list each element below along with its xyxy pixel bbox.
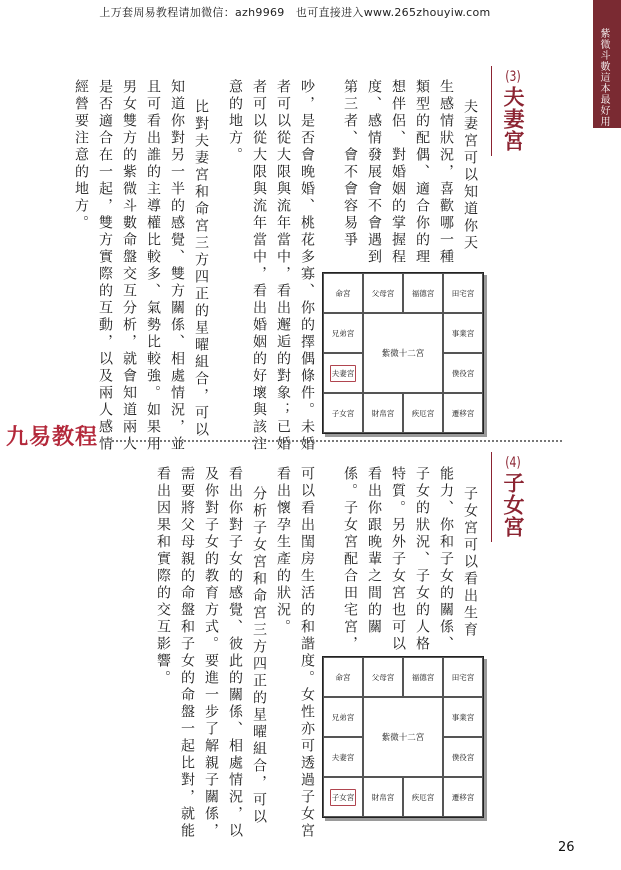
palace-cell-career: 事業宮: [443, 697, 483, 737]
text-column: 可以看出閨房生活的和諧度。女性亦可透過子女宮: [299, 466, 315, 840]
section-number: (4): [505, 456, 521, 470]
palace-cell-travel: 遷移宮: [443, 393, 483, 433]
palace-cell-children: 子女宮: [323, 393, 363, 433]
section-heading-couple: [498, 70, 528, 152]
text-column: 子女宮可以看出生育: [462, 486, 478, 639]
palace-cell-servants: 僕役宮: [443, 353, 483, 393]
side-tab: [593, 0, 621, 128]
text-column: 看出因果和實際的交互影響。: [155, 466, 171, 687]
palace-cell-wealth: 財帛宮: [363, 393, 403, 433]
heading-rule: [491, 66, 492, 156]
text-column: 需要將父母親的命盤和子女的命盤一起比對，就能: [179, 466, 195, 840]
text-column: 第三者、會不會容易爭: [342, 79, 358, 249]
page-number: 26: [558, 840, 575, 855]
text-column: 比對夫妻宮和命宮三方四正的星曜組合，可以: [193, 99, 209, 439]
section-title: 子女宮: [501, 472, 525, 538]
text-column: 想伴侶、對婚姻的掌握程: [390, 79, 406, 266]
text-column: 分析子女宮和命宮三方四正的星曜組合，可以: [251, 486, 267, 826]
text-column: 者可以從大限與流年當中，看出婚姻的好壞與該注: [251, 79, 267, 453]
palace-cell-property: 田宅宮: [443, 657, 483, 697]
text-column: 特質。另外子女宮也可以: [390, 466, 406, 653]
text-column: 是否適合在一起，雙方實際的互動，以及兩人感情: [97, 79, 113, 453]
palace-cell-wealth: 財帛宮: [363, 777, 403, 817]
section-heading-children: [498, 456, 528, 538]
palace-cell-travel: 遷移宮: [443, 777, 483, 817]
palace-cell-health: 疾厄宮: [403, 777, 443, 817]
text-column: 意的地方。: [227, 79, 243, 164]
palace-cell-servants: 僕役宮: [443, 737, 483, 777]
palace-cell-fortune: 福德宮: [403, 273, 443, 313]
text-column: 係。子女宮配合田宅宮，: [342, 466, 358, 653]
text-column: 生感情狀況，喜歡哪一種: [438, 79, 454, 266]
chart-center-label: 紫微十二宮: [363, 697, 443, 777]
palace-cell-children-highlighted: 子女宮: [323, 777, 363, 817]
palace-cell-spouse-highlighted: 夫妻宮: [323, 353, 363, 393]
palace-cell-health: 疾厄宮: [403, 393, 443, 433]
section-title: 夫妻宮: [501, 86, 525, 152]
section-number: (3): [505, 70, 521, 84]
divider-label: 九易教程: [6, 425, 99, 450]
palace-cell-siblings: 兄弟宮: [323, 313, 363, 353]
text-column: 能力、你和子女的關係、: [438, 466, 454, 653]
side-tab-text: 紫微斗數這本最好用: [598, 28, 609, 127]
palace-cell-siblings: 兄弟宮: [323, 697, 363, 737]
palace-cell-parents: 父母宮: [363, 657, 403, 697]
palace-chart-children: [322, 656, 484, 818]
text-column: 看出懷孕生產的狀況。: [275, 466, 291, 636]
text-column: 且可看出誰的主導權比較多、氣勢比較強。如果用: [145, 79, 161, 453]
text-column: 男女雙方的紫微斗數命盤交互分析，就會知道兩人: [121, 79, 137, 453]
text-column: 看出你跟晚輩之間的關: [366, 466, 382, 636]
palace-cell-ming: 命宮: [323, 273, 363, 313]
text-column: 度、感情發展會不會遇到: [366, 79, 382, 266]
palace-cell-fortune: 福德宮: [403, 657, 443, 697]
palace-cell-property: 田宅宮: [443, 273, 483, 313]
text-column: 夫妻宮可以知道你天: [462, 99, 478, 252]
text-column: 知道你對另一半的感覺、雙方關係、相處情況，並: [169, 79, 185, 453]
palace-cell-parents: 父母宮: [363, 273, 403, 313]
text-column: 類型的配偶、適合你的理: [414, 79, 430, 266]
chart-center-label: 紫微十二宮: [363, 313, 443, 393]
palace-cell-spouse: 夫妻宮: [323, 737, 363, 777]
palace-cell-ming: 命宮: [323, 657, 363, 697]
palace-chart-couple: [322, 272, 484, 434]
text-column: 吵，是否會晚婚、桃花多寡、你的擇偶條件。未婚: [299, 79, 315, 453]
text-column: 看出你對子女的感覺、彼此的關係、相處情況，以: [227, 466, 243, 840]
text-column: 子女的狀況、子女的人格: [414, 466, 430, 653]
heading-rule: [491, 452, 492, 542]
palace-cell-career: 事業宮: [443, 313, 483, 353]
text-column: 經營要注意的地方。: [73, 79, 89, 232]
divider-line: [112, 440, 562, 442]
text-column: 者可以從大限與流年當中，看出邂逅的對象；已婚: [275, 79, 291, 453]
header-banner: 上万套周易教程请加微信：azh9969 也可直接进入www.265zhouyiw.com: [99, 6, 491, 19]
text-column: 及你對子女的教育方式。要進一步了解親子關係，: [203, 466, 219, 840]
